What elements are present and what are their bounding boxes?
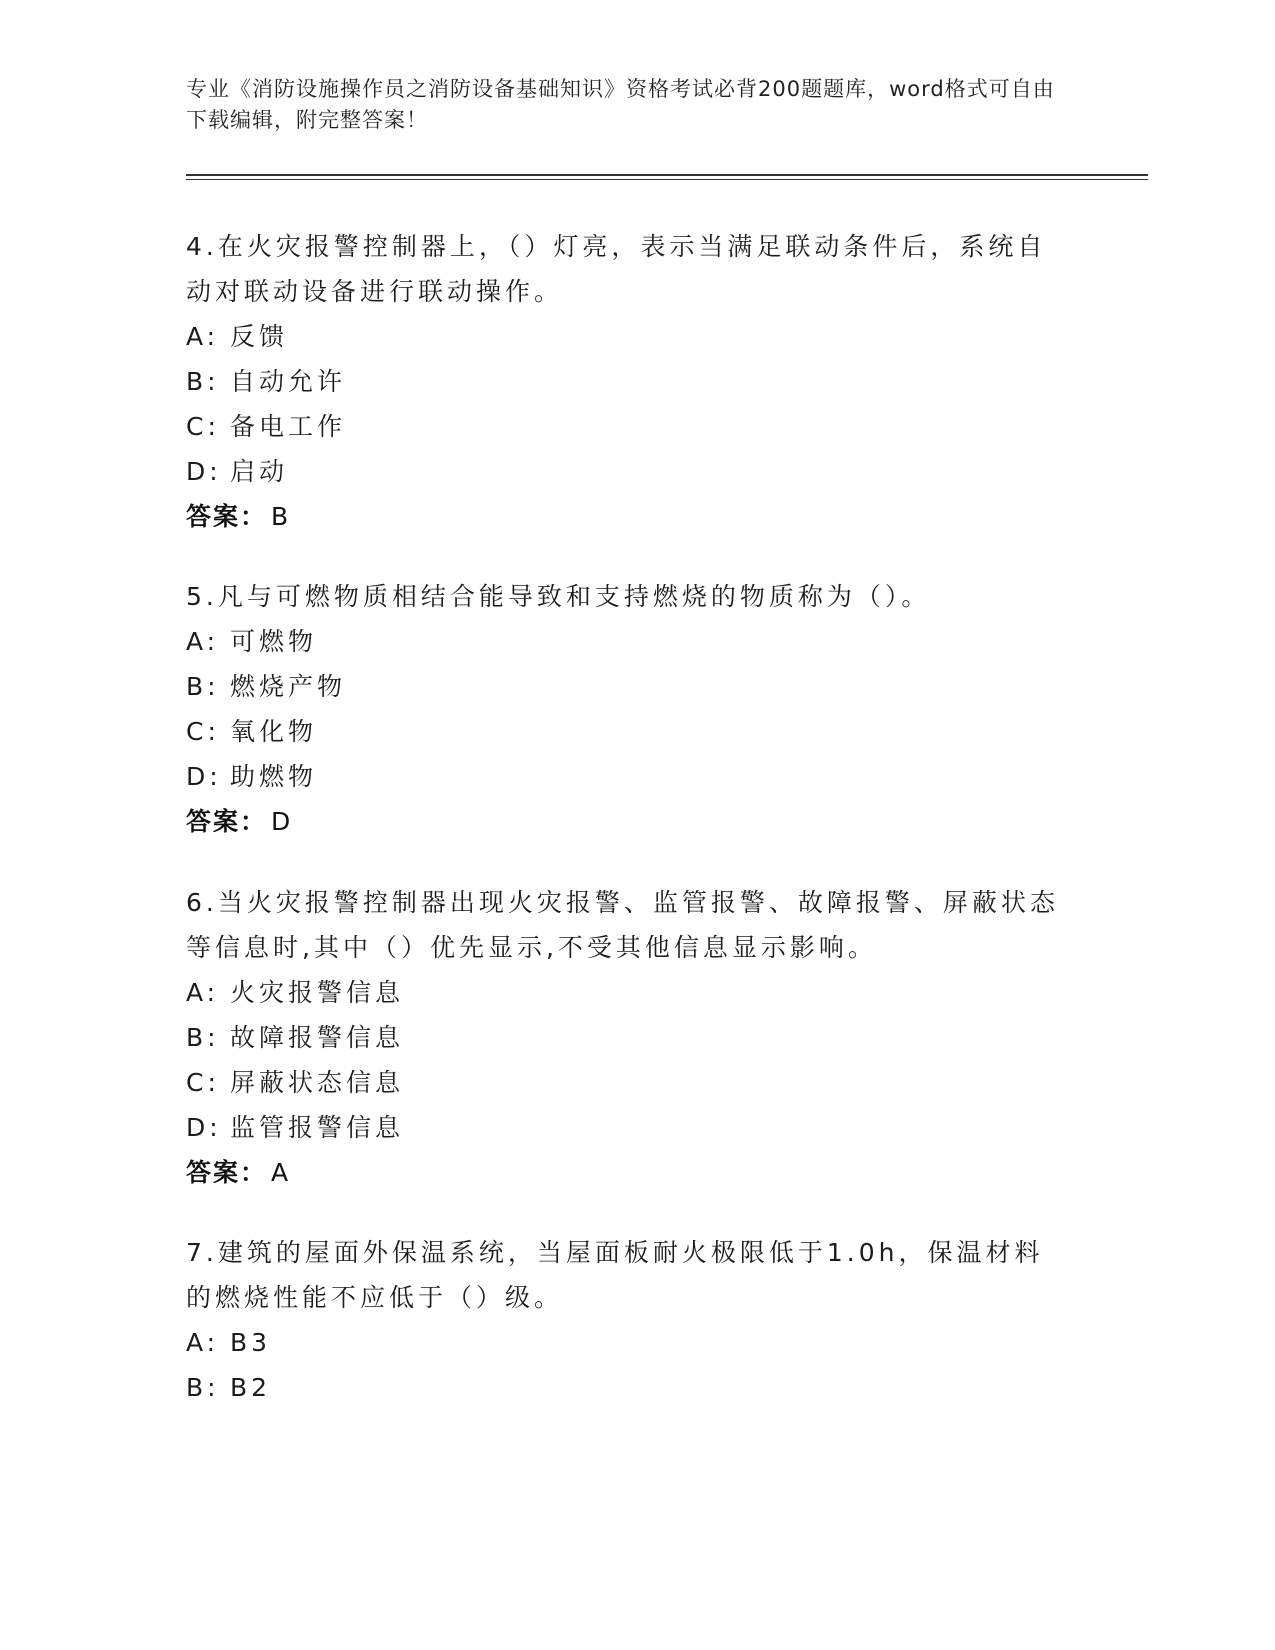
option-text: 氧化物 xyxy=(230,717,318,746)
option-d xyxy=(186,754,1066,799)
option-c xyxy=(186,404,1066,449)
question-text: 5.凡与可燃物质相结合能导致和支持燃烧的物质称为（）。 xyxy=(186,582,931,611)
option-letter: B: xyxy=(186,1373,220,1402)
option-letter: A: xyxy=(186,627,220,656)
option-text: 自动允许 xyxy=(230,367,347,396)
question-text: 7.建筑的屋面外保温系统，当屋面板耐火极限低于1.0h，保温材料的燃烧性能不应低于（）级。 xyxy=(186,1238,1044,1312)
option-text: 火灾报警信息 xyxy=(230,978,405,1007)
answer-value: D xyxy=(271,807,293,836)
option-b xyxy=(186,664,1066,709)
answer-label: 答案： xyxy=(186,807,268,836)
answer-label: 答案： xyxy=(186,1158,268,1187)
option-letter: D: xyxy=(186,457,222,486)
question-block xyxy=(186,880,1066,1195)
question-block xyxy=(186,224,1066,539)
answer-value: A xyxy=(271,1158,291,1187)
question-text: 4.在火灾报警控制器上，（）灯亮，表示当满足联动条件后，系统自动对联动设备进行联动操作。 xyxy=(186,232,1047,306)
option-text: 反馈 xyxy=(230,322,289,351)
option-text: 燃烧产物 xyxy=(230,672,347,701)
option-letter: A: xyxy=(186,322,220,351)
option-letter: B: xyxy=(186,367,220,396)
option-letter: B: xyxy=(186,1023,220,1052)
option-letter: B: xyxy=(186,672,220,701)
option-a xyxy=(186,1320,1066,1365)
option-text: 可燃物 xyxy=(230,627,318,656)
option-b xyxy=(186,1365,1066,1410)
option-a xyxy=(186,314,1066,359)
option-letter: D: xyxy=(186,1113,222,1142)
option-a xyxy=(186,619,1066,664)
option-text: 助燃物 xyxy=(230,762,318,791)
option-letter: C: xyxy=(186,412,220,441)
option-text: 监管报警信息 xyxy=(230,1113,405,1142)
option-text: B3 xyxy=(230,1328,272,1357)
option-d xyxy=(186,449,1066,494)
option-b xyxy=(186,1015,1066,1060)
option-d xyxy=(186,1105,1066,1150)
option-text: 启动 xyxy=(230,457,289,486)
option-letter: D: xyxy=(186,762,222,791)
question-text: 6.当火灾报警控制器出现火灾报警、监管报警、故障报警、屏蔽状态等信息时,其中（）优先显示,不受其他信息显示影响。 xyxy=(186,888,1059,962)
option-text: 故障报警信息 xyxy=(230,1023,405,1052)
document-header: 专业《消防设施操作员之消防设备基础知识》资格考试必背200题题库，word格式可自由下载编辑，附完整答案！ xyxy=(186,77,1055,132)
option-text: 屏蔽状态信息 xyxy=(230,1068,405,1097)
option-a xyxy=(186,970,1066,1015)
option-letter: C: xyxy=(186,717,220,746)
question-block xyxy=(186,574,1066,844)
option-c xyxy=(186,1060,1066,1105)
answer-line xyxy=(186,494,1066,539)
option-letter: A: xyxy=(186,978,220,1007)
option-letter: A: xyxy=(186,1328,220,1357)
option-letter: C: xyxy=(186,1068,220,1097)
answer-value: B xyxy=(271,502,291,531)
question-block xyxy=(186,1230,1066,1410)
answer-label: 答案： xyxy=(186,502,268,531)
option-c xyxy=(186,709,1066,754)
header-divider xyxy=(186,174,1148,180)
answer-line xyxy=(186,1150,1066,1195)
option-b xyxy=(186,359,1066,404)
option-text: 备电工作 xyxy=(230,412,347,441)
answer-line xyxy=(186,799,1066,844)
option-text: B2 xyxy=(230,1373,272,1402)
